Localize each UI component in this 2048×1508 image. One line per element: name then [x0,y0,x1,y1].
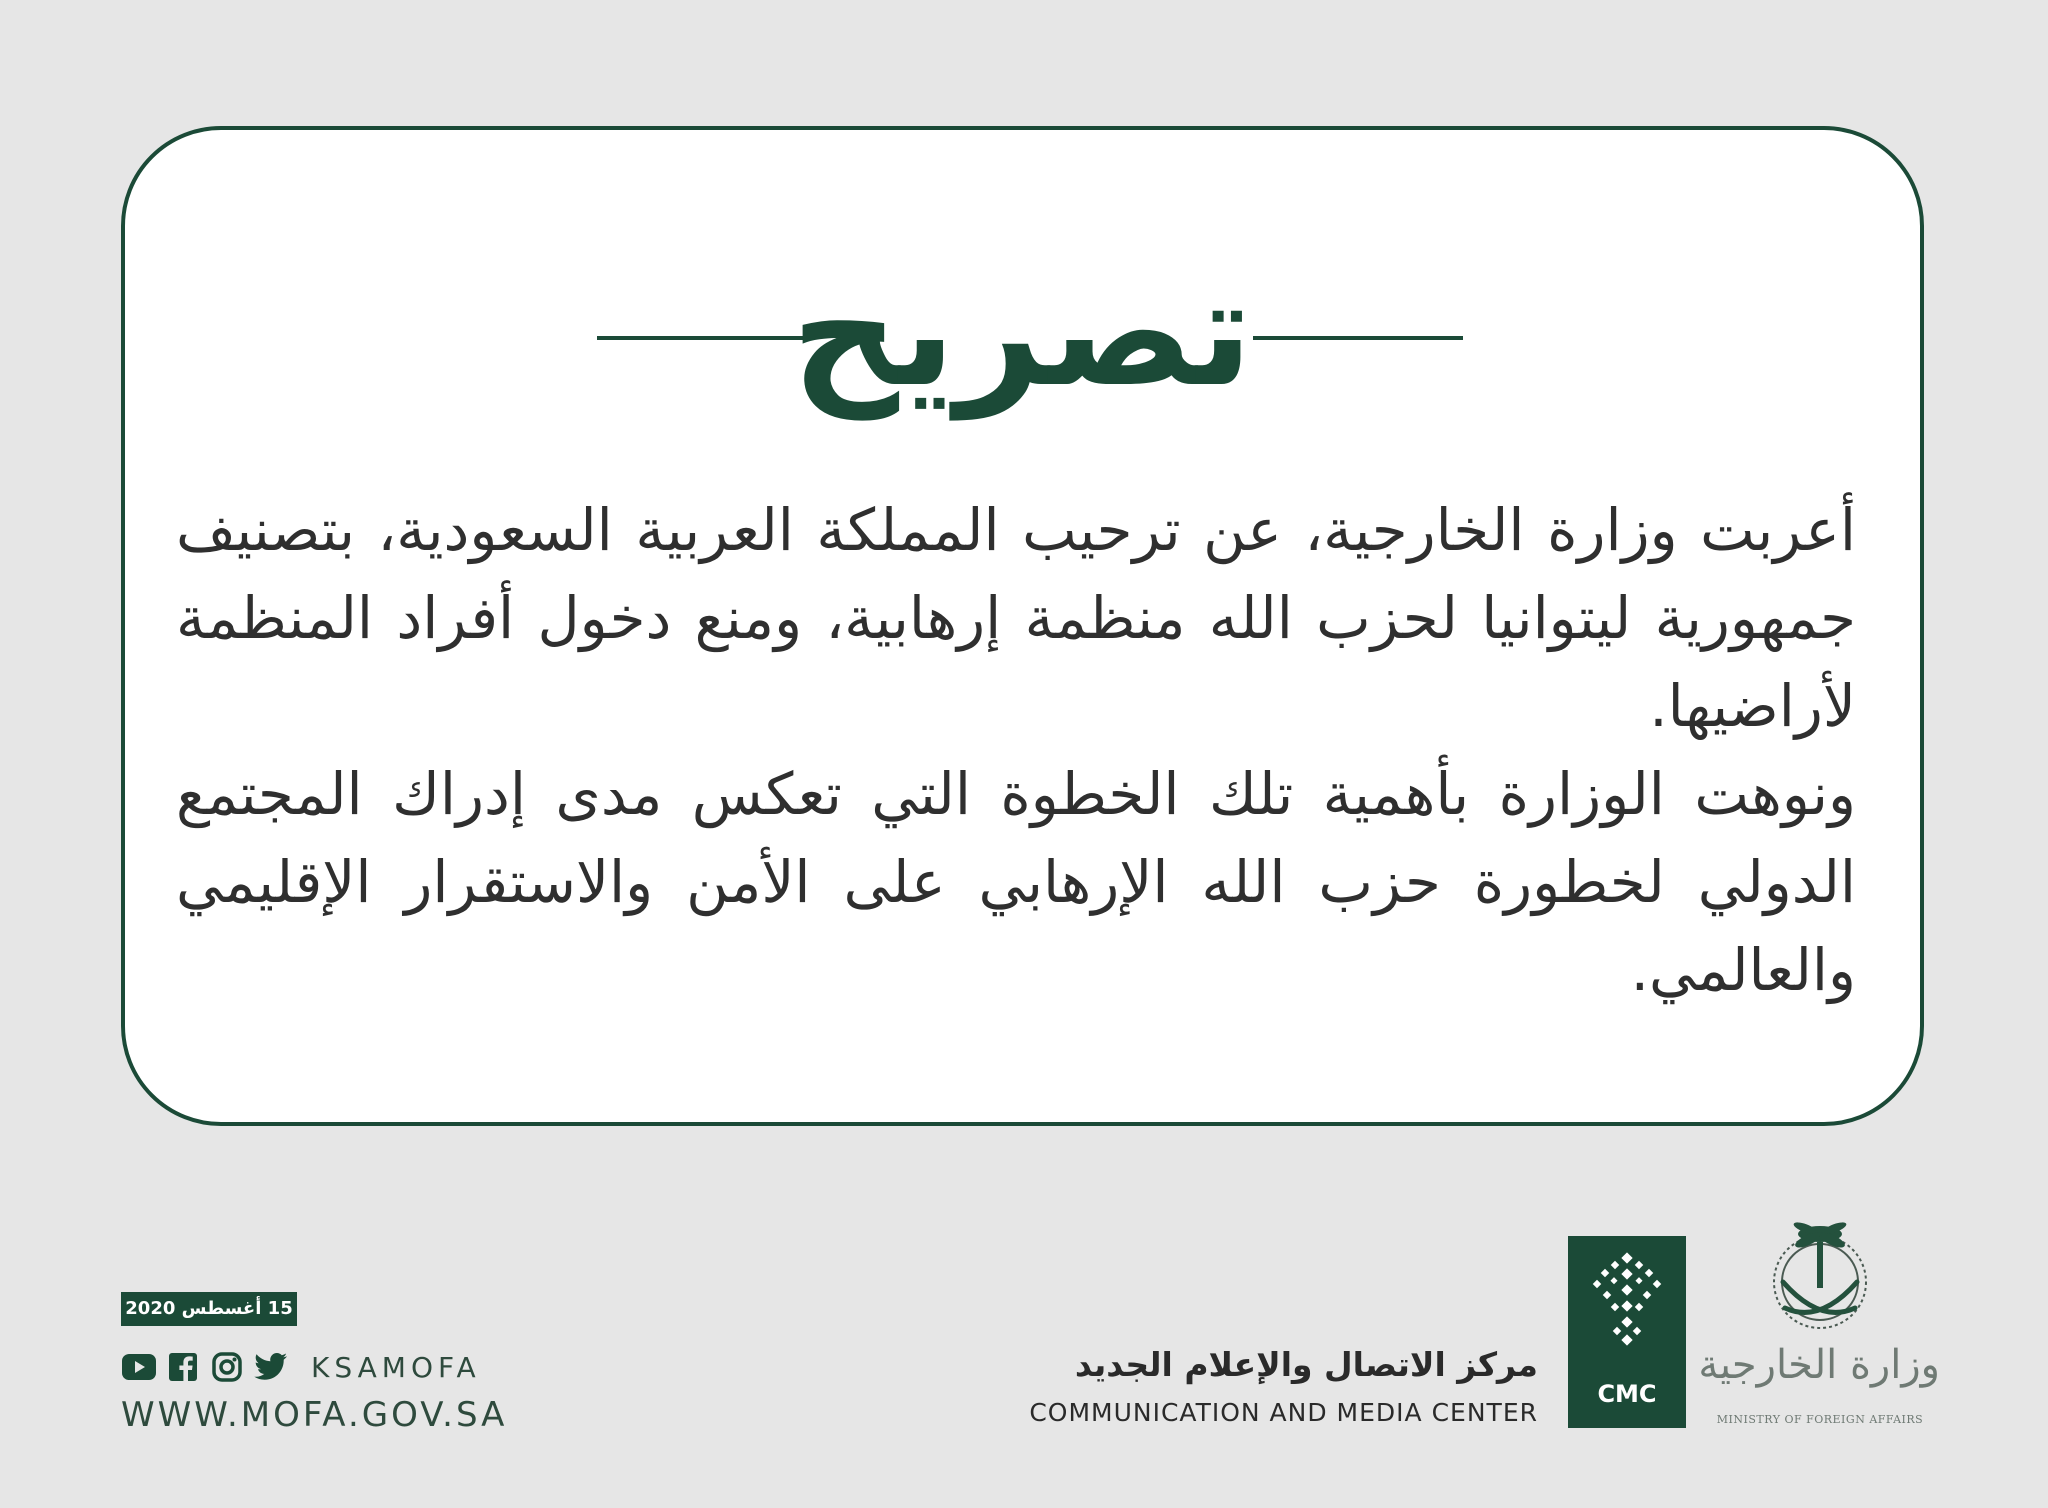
cmc-logo-text: CMC [1597,1380,1657,1408]
cmc-name-english: COMMUNICATION AND MEDIA CENTER [1029,1398,1538,1427]
ministry-name-arabic: وزارة الخارجية [1698,1342,1940,1388]
title-divider-left [597,336,804,340]
statement-paragraph: ونوهت الوزارة بأهمية تلك الخطوة التي تعكس مدى إدراك المجتمع الدولي لخطورة حزب الله الإرهابي على الأمن والاستقرار الإقليمي والعالمي. [176,760,1856,1004]
facebook-icon[interactable] [165,1350,201,1384]
saudi-emblem-logo [1705,1212,1935,1442]
cmc-name-arabic: مركز الاتصال والإعلام الجديد [1074,1345,1538,1384]
website-link[interactable]: WWW.MOFA.GOV.SA [121,1395,508,1435]
ministry-name-english: MINISTRY OF FOREIGN AFFAIRS [1716,1413,1924,1426]
social-links [121,1349,481,1385]
statement-paragraph: أعربت وزارة الخارجية، عن ترحيب المملكة العربية السعودية، بتصنيف جمهورية ليتوانيا لحزب الله منظمة إرهابية، ومنع دخول أفراد المنظمة لأراضيها. [176,496,1856,740]
statement-title: تصريح [791,246,1253,420]
palm-swords-icon [1705,1212,1935,1342]
instagram-icon[interactable] [209,1350,245,1384]
title-divider-right [1253,336,1463,340]
statement-body [176,486,1856,1014]
date-badge: 15 أغسطس 2020 [121,1292,297,1326]
cmc-logo [1568,1236,1686,1428]
cmc-emblem-icon [1568,1236,1686,1366]
social-handle[interactable]: KSAMOFA [311,1350,481,1384]
twitter-icon[interactable] [253,1350,289,1384]
youtube-icon[interactable] [121,1350,157,1384]
